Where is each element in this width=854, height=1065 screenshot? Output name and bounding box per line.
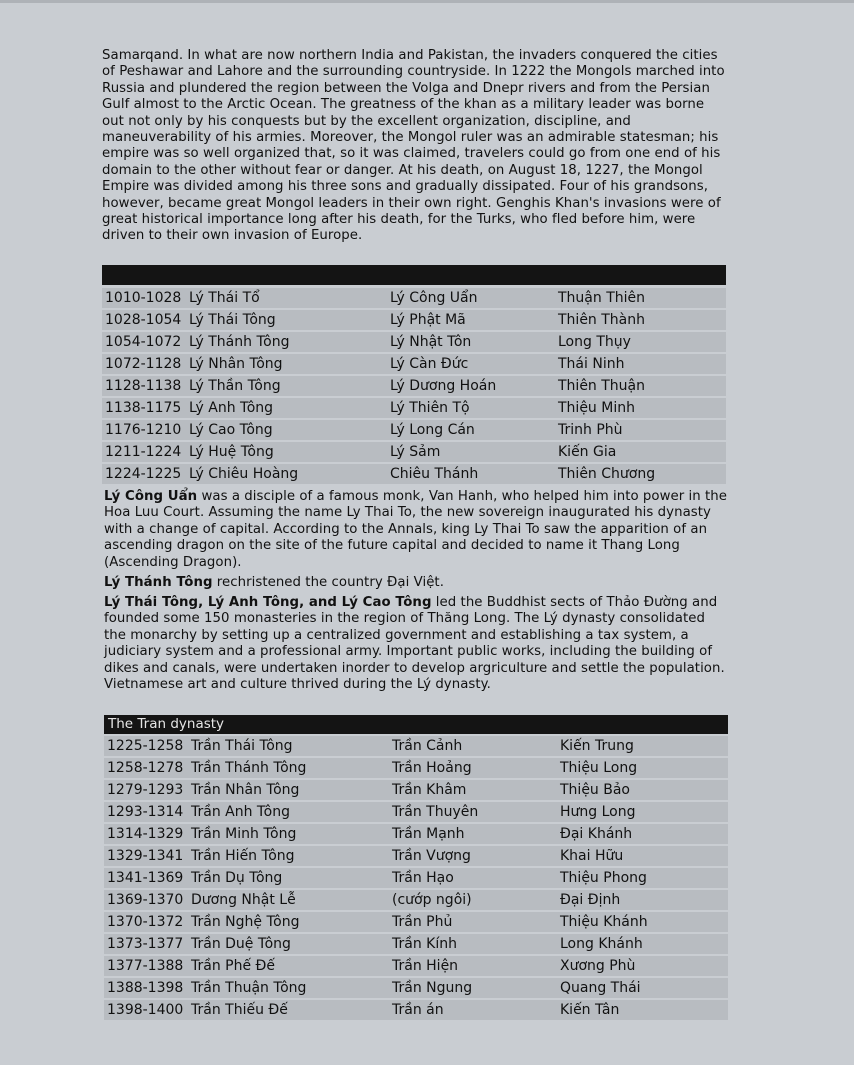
tran-table-header: The Tran dynasty [104,715,728,734]
ly-note-cong-uan [104,489,730,571]
reign-years-cell: 1224-1225 [102,464,186,484]
temple-name-cell: Lý Huệ Tông [186,442,387,462]
table-row [104,956,728,976]
temple-name-cell: Lý Nhân Tông [186,354,387,374]
ly-note-buddhist-text: led the Buddhist sects of Thảo Đường and founded some 150 monasteries in the region of Thăng Long. The Lý dynasty consolidated the monarchy by setting up a centralized government and establishing a tax system, a judiciary system and a professional army. Important public works, including the building of dikes and canals, were undertaken inorder to develop argriculture and settle the population. Vietnamese art and culture thrived during the Lý dynasty. [104,595,725,693]
birth-name-cell: Trần Phủ [389,912,557,932]
table-row [104,978,728,998]
temple-name-cell: Lý Thái Tông [186,310,387,330]
reign-years-cell: 1329-1341 [104,846,188,866]
table-row [104,736,728,756]
temple-name-cell: Dương Nhật Lễ [188,890,389,910]
era-name-cell: Thiên Chương [555,464,726,484]
temple-name-cell: Trần Anh Tông [188,802,389,822]
table-row [102,332,726,352]
temple-name-cell: Trần Thuận Tông [188,978,389,998]
temple-name-cell: Trần Duệ Tông [188,934,389,954]
birth-name-cell: Lý Càn Đức [387,354,555,374]
ly-note-cong-uan-text: was a disciple of a famous monk, Van Hanh, who helped him into power in the Hoa Luu Court. Assuming the name Ly Thai To, the new sovereign inaugurated his dynasty with a change of capital. According to the Annals, king Ly Thai To saw the apparition of an ascending dragon on the site of the future capital and decided to name it Thang Long (Ascending Dragon). [104,489,728,570]
table-row [104,758,728,778]
era-name-cell: Kiến Gia [555,442,726,462]
temple-name-cell: Lý Anh Tông [186,398,387,418]
birth-name-cell: Lý Phật Mã [387,310,555,330]
table-row [102,354,726,374]
table-row [104,1000,728,1020]
reign-years-cell: 1010-1028 [102,288,186,308]
era-name-cell: Xương Phù [557,956,728,976]
ly-note-thanh-tong-name: Lý Thánh Tông [104,575,213,590]
ly-note-buddhist-names: Lý Thái Tông, Lý Anh Tông, and Lý Cao Tông [104,595,432,610]
reign-years-cell: 1072-1128 [102,354,186,374]
temple-name-cell: Trần Hiến Tông [188,846,389,866]
ly-note-cong-uan-name: Lý Công Uẩn [104,489,198,504]
table-row [102,464,726,484]
reign-years-cell: 1341-1369 [104,868,188,888]
birth-name-cell: Chiêu Thánh [387,464,555,484]
era-name-cell: Đại Định [557,890,728,910]
birth-name-cell: Trần Hoảng [389,758,557,778]
table-row [102,310,726,330]
reign-years-cell: 1211-1224 [102,442,186,462]
ly-note-thanh-tong [104,575,730,591]
ly-note-thanh-tong-text: rechristened the country Đại Việt. [212,575,444,590]
birth-name-cell: Trần án [389,1000,557,1020]
era-name-cell: Thiệu Bảo [557,780,728,800]
era-name-cell: Hưng Long [557,802,728,822]
temple-name-cell: Trần Nhân Tông [188,780,389,800]
temple-name-cell: Trần Thánh Tông [188,758,389,778]
reign-years-cell: 1398-1400 [104,1000,188,1020]
temple-name-cell: Trần Dụ Tông [188,868,389,888]
era-name-cell: Thiên Thành [555,310,726,330]
era-name-cell: Đại Khánh [557,824,728,844]
reign-years-cell: 1279-1293 [104,780,188,800]
reign-years-cell: 1258-1278 [104,758,188,778]
temple-name-cell: Trần Thiếu Đế [188,1000,389,1020]
reign-years-cell: 1028-1054 [102,310,186,330]
table-row [104,824,728,844]
era-name-cell: Khai Hữu [557,846,728,866]
birth-name-cell: Lý Long Cán [387,420,555,440]
birth-name-cell: Lý Công Uẩn [387,288,555,308]
table-row [102,288,726,308]
temple-name-cell: Lý Cao Tông [186,420,387,440]
temple-name-cell: Lý Thái Tổ [186,288,387,308]
ly-table-header [102,265,726,285]
era-name-cell: Quang Thái [557,978,728,998]
birth-name-cell: Trần Vượng [389,846,557,866]
birth-name-cell: Trần Khâm [389,780,557,800]
table-row [104,846,728,866]
table-row [104,868,728,888]
reign-years-cell: 1370-1372 [104,912,188,932]
era-name-cell: Thiên Thuận [555,376,726,396]
table-row [102,420,726,440]
birth-name-cell: Trần Hiện [389,956,557,976]
era-name-cell: Thiệu Phong [557,868,728,888]
table-row [104,912,728,932]
temple-name-cell: Lý Thánh Tông [186,332,387,352]
birth-name-cell: Trần Kính [389,934,557,954]
reign-years-cell: 1314-1329 [104,824,188,844]
era-name-cell: Thiệu Long [557,758,728,778]
era-name-cell: Trinh Phù [555,420,726,440]
tran-dynasty-table [104,734,728,1022]
reign-years-cell: 1373-1377 [104,934,188,954]
reign-years-cell: 1138-1175 [102,398,186,418]
era-name-cell: Thái Ninh [555,354,726,374]
reign-years-cell: 1225-1258 [104,736,188,756]
birth-name-cell: Lý Nhật Tôn [387,332,555,352]
reign-years-cell: 1054-1072 [102,332,186,352]
birth-name-cell: Lý Dương Hoán [387,376,555,396]
table-row [104,890,728,910]
temple-name-cell: Lý Chiêu Hoàng [186,464,387,484]
era-name-cell: Kiến Tân [557,1000,728,1020]
table-row [102,442,726,462]
era-name-cell: Long Thụy [555,332,726,352]
reign-years-cell: 1369-1370 [104,890,188,910]
era-name-cell: Thuận Thiên [555,288,726,308]
table-row [104,934,728,954]
reign-years-cell: 1176-1210 [102,420,186,440]
table-row [102,376,726,396]
birth-name-cell: Trần Ngung [389,978,557,998]
birth-name-cell: Trần Hạo [389,868,557,888]
birth-name-cell: Trần Thuyên [389,802,557,822]
era-name-cell: Thiệu Minh [555,398,726,418]
table-row [102,398,726,418]
birth-name-cell: Lý Sảm [387,442,555,462]
intro-paragraph: Samarqand. In what are now northern India and Pakistan, the invaders conquered the cities of Peshawar and Lahore and the surrounding countryside. In 1222 the Mongols marched into Russia and plundered the region between the Volga and Dnepr rivers and from the Persian Gulf almost to the Arctic Ocean. The greatness of the khan as a military leader was borne out not only by his conquests but by the excellent organization, discipline, and maneuverability of his armies. Moreover, the Mongol ruler was an admirable statesman; his empire was so well organized that, so it was claimed, travelers could go from one end of his domain to the other without fear or danger. At his death, on August 18, 1227, the Mongol Empire was divided among his three sons and gradually dissipated. Four of his grandsons, however, became great Mongol leaders in their own right. Genghis Khan's invasions were of great historical importance long after his death, for the Turks, who fled before him, were driven to their own invasion of Europe. [102,48,725,244]
table-row [104,780,728,800]
temple-name-cell: Lý Thần Tông [186,376,387,396]
temple-name-cell: Trần Phế Đế [188,956,389,976]
temple-name-cell: Trần Nghệ Tông [188,912,389,932]
era-name-cell: Thiệu Khánh [557,912,728,932]
ly-note-buddhist [104,595,730,693]
table-row [104,802,728,822]
reign-years-cell: 1388-1398 [104,978,188,998]
scan-edge [0,0,854,3]
birth-name-cell: Lý Thiên Tộ [387,398,555,418]
birth-name-cell: Trần Mạnh [389,824,557,844]
temple-name-cell: Trần Thái Tông [188,736,389,756]
ly-dynasty-table [102,286,726,486]
birth-name-cell: (cướp ngôi) [389,890,557,910]
reign-years-cell: 1128-1138 [102,376,186,396]
birth-name-cell: Trần Cảnh [389,736,557,756]
temple-name-cell: Trần Minh Tông [188,824,389,844]
era-name-cell: Kiến Trung [557,736,728,756]
reign-years-cell: 1293-1314 [104,802,188,822]
reign-years-cell: 1377-1388 [104,956,188,976]
era-name-cell: Long Khánh [557,934,728,954]
